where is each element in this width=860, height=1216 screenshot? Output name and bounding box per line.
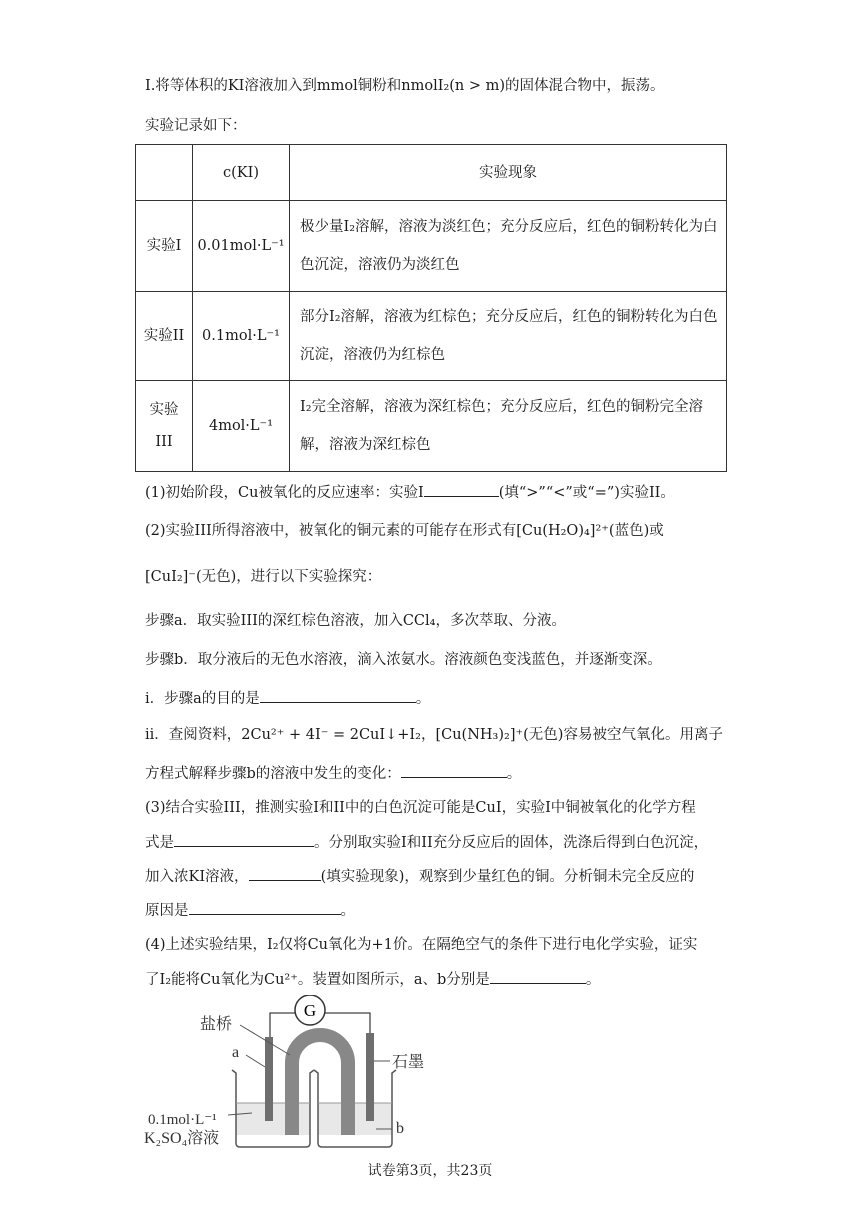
table-header-row xyxy=(136,145,727,201)
q1-text-pre: (1)初始阶段，Cu被氧化的反应速率：实验I xyxy=(145,485,424,501)
row-conc: 4mol·L⁻¹ xyxy=(193,381,290,472)
q2-i xyxy=(145,688,430,709)
q2-step-b: 步骤b．取分液后的无色水溶液，滴入浓氨水。溶液颜色变浅蓝色，并逐渐变深。 xyxy=(145,652,662,668)
electrode-a xyxy=(265,1037,273,1121)
wire-left xyxy=(270,1013,295,1047)
cell-svg xyxy=(140,995,450,1155)
q2-i-end: 。 xyxy=(415,691,431,707)
q3-line1: (3)结合实验III，推测实验I和II中的白色沉淀可能是CuI，实验I中铜被氧化的化学方程 xyxy=(145,800,696,816)
q3-line2-post: 。分别取实验I和II充分反应后的固体，洗涤后得到白色沉淀， xyxy=(314,835,709,851)
row-name: 实验III xyxy=(136,381,193,472)
q3-line4-post: 。 xyxy=(340,903,355,919)
q3-line3-pre: 加入浓KI溶液， xyxy=(145,869,249,885)
solution-concentration: 0.1mol·L⁻¹ xyxy=(148,1112,217,1128)
q3-line2 xyxy=(145,832,708,853)
q3-line3 xyxy=(145,866,694,887)
q3-equation-blank[interactable] xyxy=(174,832,314,847)
solution-name: K₂SO₄溶液 xyxy=(144,1130,220,1147)
q4-answer-blank[interactable] xyxy=(490,969,586,984)
row-conc: 0.1mol·L⁻¹ xyxy=(193,292,290,381)
q1-text-post: (填“>”“<”或“=”)实验II。 xyxy=(498,485,675,501)
q2-ii-answer-blank[interactable] xyxy=(401,763,507,778)
electrochemical-cell-diagram xyxy=(140,995,450,1155)
table-row xyxy=(136,292,727,381)
q3-line2-pre: 式是 xyxy=(145,835,174,851)
q1-answer-blank[interactable] xyxy=(424,482,499,497)
electrode-a-label: a xyxy=(232,1044,240,1061)
q3-line4-pre: 原因是 xyxy=(145,903,189,919)
q2-ii-text: 方程式解释步骤b的溶液中发生的变化： xyxy=(145,766,401,782)
electrode-graphite xyxy=(366,1033,374,1121)
q3-reason-blank[interactable] xyxy=(189,900,341,915)
q2-line2: [CuI₂]⁻(无色)，进行以下实验探究： xyxy=(145,569,382,585)
q3-phenomenon-blank[interactable] xyxy=(249,866,321,881)
record-label: 实验记录如下： xyxy=(145,118,247,134)
table-row xyxy=(136,381,727,472)
row-observation: I₂完全溶解，溶液为深红棕色；充分反应后，红色的铜粉完全溶解，溶液为深红棕色 xyxy=(290,381,727,472)
graphite-label: 石墨 xyxy=(392,1052,425,1071)
q2-i-text: i．步骤a的目的是 xyxy=(145,691,260,707)
row-name: 实验II xyxy=(136,292,193,381)
intro-text: I.将等体积的KI溶液加入到mmol铜粉和nmolI₂(n > m)的固体混合物中，振荡。 xyxy=(145,78,665,94)
table-row xyxy=(136,201,727,292)
solution-b-label: b xyxy=(396,1120,404,1137)
header-cell-observation: 实验现象 xyxy=(290,145,727,201)
electrode-a-pointer xyxy=(246,1055,265,1067)
q3-line4 xyxy=(145,900,355,921)
question-1 xyxy=(145,482,675,503)
q4-line2-pre: 了I₂能将Cu氧化为Cu²⁺。装置如图所示，a、b分别是 xyxy=(145,972,490,988)
row-observation: 极少量I₂溶解，溶液为淡红色；充分反应后，红色的铜粉转化为白色沉淀，溶液仍为淡红色 xyxy=(290,201,727,292)
q4-line1: (4)上述实验结果，I₂仅将Cu氧化为+1价。在隔绝空气的条件下进行电化学实验，证实 xyxy=(145,937,698,953)
q2-ii-line2 xyxy=(145,763,521,784)
q2-i-answer-blank[interactable] xyxy=(260,688,416,703)
q2-ii-line1: ii．查阅资料，2Cu²⁺ + 4I⁻ = 2CuI↓+I₂，[Cu(NH₃)₂]⁺(无色)容易被空气氧化。用离子 xyxy=(145,727,723,743)
q3-line3-post: (填实验现象)，观察到少量红色的铜。分析铜未完全反应的 xyxy=(320,869,695,885)
q4-line2-post: 。 xyxy=(585,972,601,988)
header-cell-conc: c(KI) xyxy=(193,145,290,201)
q2-step-a: 步骤a．取实验III的深红棕色溶液，加入CCl₄，多次萃取、分液。 xyxy=(145,613,566,629)
q2-line1: (2)实验III所得溶液中，被氧化的铜元素的可能存在形式有[Cu(H₂O)₄]²⁺(蓝色)或 xyxy=(145,523,664,539)
header-cell-blank xyxy=(136,145,193,201)
galvanometer-label: G xyxy=(303,1001,317,1020)
row-name: 实验I xyxy=(136,201,193,292)
row-conc: 0.01mol·L⁻¹ xyxy=(193,201,290,292)
experiment-table xyxy=(135,144,727,472)
q2-ii-end: 。 xyxy=(506,766,522,782)
page-footer: 试卷第3页，共23页 xyxy=(367,1163,493,1179)
row-observation: 部分I₂溶解，溶液为红棕色；充分反应后，红色的铜粉转化为白色沉淀，溶液仍为红棕色 xyxy=(290,292,727,381)
q4-line2 xyxy=(145,969,600,990)
salt-bridge-label: 盐桥 xyxy=(200,1014,233,1033)
